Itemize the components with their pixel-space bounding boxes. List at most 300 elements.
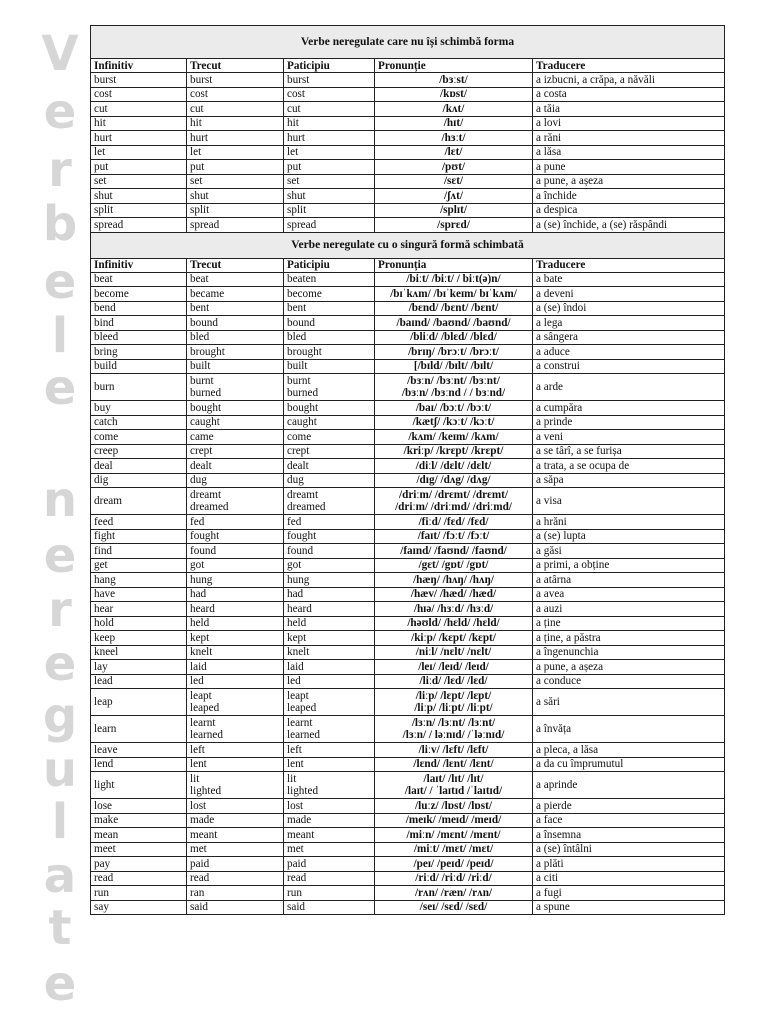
cell-translation: a auzi: [533, 602, 725, 617]
cell-participle: laid: [284, 660, 375, 675]
cell-line: /driːm/ /driːmd/ /driːmd/: [395, 501, 512, 513]
cell-translation: a săpa: [533, 473, 725, 488]
cell-participle: spread: [284, 218, 375, 233]
verb-row: [91, 401, 725, 416]
cell-pronunciation: /meɪk/ /meɪd/ /meɪd/: [375, 813, 533, 828]
verb-row: [91, 842, 725, 857]
cell-pronunciation: /faɪt/ /fɔːt/ /fɔːt/: [375, 529, 533, 544]
cell-participle: split: [284, 203, 375, 218]
cell-infinitive: learn: [91, 716, 187, 743]
header-infinitiv: Infinitiv: [91, 258, 187, 272]
verb-row: [91, 573, 725, 588]
cell-pronunciation: [375, 772, 533, 799]
cell-participle: fought: [284, 529, 375, 544]
cell-past: [187, 689, 284, 716]
cell-participle: bled: [284, 330, 375, 345]
cell-past: dug: [187, 473, 284, 488]
cell-participle: beaten: [284, 272, 375, 287]
cell-pronunciation: /sɛt/: [375, 174, 533, 189]
cell-participle: knelt: [284, 645, 375, 660]
cell-pronunciation: /həʊld/ /hɛld/ /hɛld/: [375, 616, 533, 631]
cell-infinitive: fight: [91, 529, 187, 544]
verb-row: [91, 799, 725, 814]
cell-infinitive: hold: [91, 616, 187, 631]
verb-row: [91, 359, 725, 374]
verb-row: [91, 430, 725, 445]
verb-row: [91, 131, 725, 146]
cell-translation: a aprinde: [533, 772, 725, 799]
cell-infinitive: buy: [91, 401, 187, 416]
cell-translation: a trata, a se ocupa de: [533, 459, 725, 474]
side-title-letter: r: [48, 582, 72, 638]
cell-pronunciation: /peɪ/ /peɪd/ /peɪd/: [375, 857, 533, 872]
verb-row: [91, 743, 725, 758]
cell-line: learned: [190, 729, 223, 741]
cell-translation: a sângera: [533, 330, 725, 345]
cell-past: heard: [187, 602, 284, 617]
cell-translation: a veni: [533, 430, 725, 445]
cell-line: learned: [287, 729, 320, 741]
cell-pronunciation: /fiːd/ /fɛd/ /fɛd/: [375, 515, 533, 530]
cell-pronunciation: /bɛnd/ /bɛnt/ /bɛnt/: [375, 301, 533, 316]
cell-line: dreamt: [190, 489, 222, 501]
cell-pronunciation: /riːd/ /riːd/ /riːd/: [375, 871, 533, 886]
cell-line: /laɪt/ / ˈlaɪtɪd /ˈlaɪtɪd/: [404, 785, 503, 797]
cell-translation: a face: [533, 813, 725, 828]
cell-infinitive: make: [91, 813, 187, 828]
cell-pronunciation: /liːv/ /lɛft/ /lɛft/: [375, 743, 533, 758]
cell-translation: a (se) îndoi: [533, 301, 725, 316]
cell-past: bound: [187, 316, 284, 331]
cell-past: read: [187, 871, 284, 886]
cell-translation: a găsi: [533, 544, 725, 559]
cell-past: built: [187, 359, 284, 374]
cell-line: /bɜːn/ /bɜːnt/ /bɜːnt/: [407, 375, 500, 387]
cell-past: hit: [187, 116, 284, 131]
cell-translation: a plăti: [533, 857, 725, 872]
cell-participle: [284, 374, 375, 401]
side-title-letter: e: [43, 636, 77, 692]
cell-infinitive: cut: [91, 102, 187, 117]
cell-translation: a da cu împrumutul: [533, 757, 725, 772]
cell-translation: a lega: [533, 316, 725, 331]
verbs-table: [90, 25, 725, 915]
verb-row: [91, 301, 725, 316]
cell-pronunciation: /miːn/ /mɛnt/ /mɛnt/: [375, 828, 533, 843]
cell-participle: run: [284, 886, 375, 901]
verb-row: [91, 160, 725, 175]
cell-pronunciation: /baɪnd/ /baʊnd/ /baʊnd/: [375, 316, 533, 331]
cell-infinitive: feed: [91, 515, 187, 530]
cell-line: /liːp/ /liːpt/ /liːpt/: [414, 702, 493, 714]
cell-line: lit: [287, 773, 297, 785]
cell-line: leapt: [287, 690, 309, 702]
cell-pronunciation: /biːt/ /biːt/ / biːt(ə)n/: [375, 272, 533, 287]
side-title-letter: r: [48, 142, 72, 198]
cell-past: split: [187, 203, 284, 218]
verb-row: [91, 631, 725, 646]
cell-translation: a pierde: [533, 799, 725, 814]
side-title-letter: e: [43, 84, 77, 140]
cell-infinitive: beat: [91, 272, 187, 287]
cell-pronunciation: /liːd/ /lɛd/ /lɛd/: [375, 674, 533, 689]
cell-pronunciation: /hɪt/: [375, 116, 533, 131]
header-participiu: Paticipiu: [284, 59, 375, 73]
cell-pronunciation: /leɪ/ /leɪd/ /leɪd/: [375, 660, 533, 675]
verb-row: [91, 900, 725, 915]
side-title-letter: n: [42, 472, 78, 528]
cell-line: lighted: [190, 785, 222, 797]
cell-pronunciation: /hɪə/ /hɜːd/ /hɜːd/: [375, 602, 533, 617]
cell-infinitive: split: [91, 203, 187, 218]
side-title-letter: a: [43, 848, 77, 904]
cell-translation: a construi: [533, 359, 725, 374]
cell-pronunciation: /splɪt/: [375, 203, 533, 218]
cell-infinitive: meet: [91, 842, 187, 857]
cell-translation: a tăia: [533, 102, 725, 117]
side-title-letter: e: [43, 956, 77, 1012]
cell-past: hung: [187, 573, 284, 588]
cell-infinitive: bend: [91, 301, 187, 316]
section1-title: Verbe neregulate care nu își schimbă forma: [91, 26, 725, 59]
irregular-verbs-document: [90, 25, 724, 915]
cell-pronunciation: [375, 689, 533, 716]
cell-past: led: [187, 674, 284, 689]
cell-pronunciation: [/bɪld/ /bɪlt/ /bɪlt/: [375, 359, 533, 374]
cell-infinitive: lay: [91, 660, 187, 675]
cell-participle: held: [284, 616, 375, 631]
cell-pronunciation: /pʊt/: [375, 160, 533, 175]
cell-participle: lent: [284, 757, 375, 772]
cell-infinitive: read: [91, 871, 187, 886]
cell-translation: a spune: [533, 900, 725, 915]
cell-participle: [284, 716, 375, 743]
verb-row: [91, 116, 725, 131]
cell-infinitive: burst: [91, 73, 187, 88]
cell-past: knelt: [187, 645, 284, 660]
cell-pronunciation: /seɪ/ /sɛd/ /sɛd/: [375, 900, 533, 915]
cell-infinitive: shut: [91, 189, 187, 204]
verb-row: [91, 674, 725, 689]
cell-line: dreamed: [287, 501, 326, 513]
verb-row: [91, 886, 725, 901]
cell-past: bled: [187, 330, 284, 345]
cell-infinitive: dream: [91, 488, 187, 515]
cell-pronunciation: /kɒst/: [375, 87, 533, 102]
side-title-letter: e: [43, 254, 77, 310]
cell-translation: a pune: [533, 160, 725, 175]
cell-pronunciation: /kriːp/ /krɛpt/ /krɛpt/: [375, 444, 533, 459]
cell-translation: a închide: [533, 189, 725, 204]
side-title-letter: l: [51, 794, 69, 850]
cell-participle: bent: [284, 301, 375, 316]
verb-row: [91, 345, 725, 360]
cell-line: leaped: [287, 702, 317, 714]
cell-participle: cut: [284, 102, 375, 117]
cell-past: kept: [187, 631, 284, 646]
cell-infinitive: spread: [91, 218, 187, 233]
cell-participle: said: [284, 900, 375, 915]
cell-pronunciation: /baɪ/ /bɔːt/ /bɔːt/: [375, 401, 533, 416]
cell-past: paid: [187, 857, 284, 872]
cell-participle: [284, 488, 375, 515]
cell-past: burst: [187, 73, 284, 88]
cell-participle: meant: [284, 828, 375, 843]
cell-participle: dealt: [284, 459, 375, 474]
cell-line: /laɪt/ /lɪt/ /lɪt/: [423, 773, 484, 785]
cell-past: [187, 716, 284, 743]
verb-row: [91, 374, 725, 401]
cell-past: laid: [187, 660, 284, 675]
cell-translation: a bate: [533, 272, 725, 287]
cell-translation: a sări: [533, 689, 725, 716]
cell-pronunciation: /gɛt/ /gɒt/ /gɒt/: [375, 558, 533, 573]
cell-pronunciation: /hæŋ/ /hʌŋ/ /hʌŋ/: [375, 573, 533, 588]
cell-translation: a conduce: [533, 674, 725, 689]
verb-row: [91, 316, 725, 331]
verb-row: [91, 415, 725, 430]
cell-line: /driːm/ /drɛmt/ /drɛmt/: [399, 489, 508, 501]
cell-participle: bought: [284, 401, 375, 416]
cell-pronunciation: /sprɛd/: [375, 218, 533, 233]
side-title-letter: V: [41, 26, 79, 82]
cell-participle: become: [284, 287, 375, 302]
verb-row: [91, 616, 725, 631]
cell-line: learnt: [190, 717, 216, 729]
verb-row: [91, 73, 725, 88]
cell-past: beat: [187, 272, 284, 287]
side-title-letter: e: [43, 360, 77, 416]
cell-past: [187, 488, 284, 515]
cell-past: [187, 374, 284, 401]
cell-participle: kept: [284, 631, 375, 646]
cell-infinitive: bleed: [91, 330, 187, 345]
cell-translation: a prinde: [533, 415, 725, 430]
verb-row: [91, 473, 725, 488]
verb-row: [91, 828, 725, 843]
cell-participle: [284, 689, 375, 716]
cell-past: spread: [187, 218, 284, 233]
verb-row: [91, 102, 725, 117]
cell-line: burned: [190, 387, 222, 399]
cell-line: lit: [190, 773, 200, 785]
cell-past: ran: [187, 886, 284, 901]
header-infinitiv: Infinitiv: [91, 59, 187, 73]
cell-past: met: [187, 842, 284, 857]
cell-past: set: [187, 174, 284, 189]
section-title: [91, 26, 725, 59]
cell-infinitive: have: [91, 587, 187, 602]
verb-row: [91, 757, 725, 772]
cell-pronunciation: /bɜːst/: [375, 73, 533, 88]
cell-pronunciation: /bliːd/ /blɛd/ /blɛd/: [375, 330, 533, 345]
cell-past: cost: [187, 87, 284, 102]
cell-line: /lɜːn/ / ləːnɪd/ /ˈləːnɪd/: [402, 729, 505, 741]
cell-past: held: [187, 616, 284, 631]
cell-past: crept: [187, 444, 284, 459]
cell-past: got: [187, 558, 284, 573]
verb-row: [91, 488, 725, 515]
cell-translation: a ține: [533, 616, 725, 631]
cell-participle: found: [284, 544, 375, 559]
verb-row: [91, 515, 725, 530]
cell-pronunciation: /ʃʌt/: [375, 189, 533, 204]
cell-line: lighted: [287, 785, 319, 797]
cell-infinitive: set: [91, 174, 187, 189]
cell-infinitive: find: [91, 544, 187, 559]
cell-translation: a se târî, a se furișa: [533, 444, 725, 459]
cell-participle: met: [284, 842, 375, 857]
cell-line: /liːp/ /lɛpt/ /lɛpt/: [415, 690, 492, 702]
cell-infinitive: creep: [91, 444, 187, 459]
verb-row: [91, 660, 725, 675]
cell-translation: a arde: [533, 374, 725, 401]
cell-infinitive: kneel: [91, 645, 187, 660]
cell-translation: a atârna: [533, 573, 725, 588]
cell-line: /lɜːn/ /lɜːnt/ /lɜːnt/: [411, 717, 496, 729]
cell-translation: a lăsa: [533, 145, 725, 160]
cell-infinitive: lose: [91, 799, 187, 814]
cell-past: dealt: [187, 459, 284, 474]
cell-participle: had: [284, 587, 375, 602]
cell-pronunciation: /dɪg/ /dʌg/ /dʌg/: [375, 473, 533, 488]
header-trecut: Trecut: [187, 258, 284, 272]
cell-line: burnt: [190, 375, 214, 387]
cell-infinitive: hear: [91, 602, 187, 617]
section2-title: Verbe neregulate cu o singură formă schimbată: [91, 232, 725, 258]
cell-past: caught: [187, 415, 284, 430]
cell-past: said: [187, 900, 284, 915]
header-traducere: Traducere: [533, 59, 725, 73]
cell-pronunciation: /lɛt/: [375, 145, 533, 160]
cell-participle: heard: [284, 602, 375, 617]
cell-translation: a învăța: [533, 716, 725, 743]
verb-row: [91, 287, 725, 302]
cell-past: meant: [187, 828, 284, 843]
cell-translation: a răni: [533, 131, 725, 146]
cell-past: hurt: [187, 131, 284, 146]
header-participiu: Paticipiu: [284, 258, 375, 272]
cell-past: lent: [187, 757, 284, 772]
cell-past: lost: [187, 799, 284, 814]
cell-translation: a aduce: [533, 345, 725, 360]
cell-translation: a izbucni, a crăpa, a năvăli: [533, 73, 725, 88]
cell-participle: brought: [284, 345, 375, 360]
verb-row: [91, 330, 725, 345]
cell-participle: got: [284, 558, 375, 573]
verb-row: [91, 716, 725, 743]
cell-infinitive: pay: [91, 857, 187, 872]
cell-infinitive: leap: [91, 689, 187, 716]
cell-translation: a însemna: [533, 828, 725, 843]
cell-infinitive: bring: [91, 345, 187, 360]
cell-infinitive: dig: [91, 473, 187, 488]
cell-participle: fed: [284, 515, 375, 530]
cell-participle: cost: [284, 87, 375, 102]
cell-past: bought: [187, 401, 284, 416]
side-title-letter: u: [42, 742, 78, 798]
cell-past: found: [187, 544, 284, 559]
cell-past: brought: [187, 345, 284, 360]
cell-participle: hurt: [284, 131, 375, 146]
cell-line: leapt: [190, 690, 212, 702]
cell-participle: shut: [284, 189, 375, 204]
header-pronuntie: Pronunția: [375, 258, 533, 272]
vertical-title: [0, 0, 90, 1024]
cell-translation: a hrăni: [533, 515, 725, 530]
cell-infinitive: say: [91, 900, 187, 915]
header-traducere: Traducere: [533, 258, 725, 272]
verb-row: [91, 272, 725, 287]
cell-pronunciation: /bɪˈkʌm/ /bɪˈkeɪm/ bɪˈkʌm/: [375, 287, 533, 302]
cell-participle: made: [284, 813, 375, 828]
cell-infinitive: bind: [91, 316, 187, 331]
cell-infinitive: light: [91, 772, 187, 799]
verb-row: [91, 218, 725, 233]
cell-infinitive: leave: [91, 743, 187, 758]
cell-line: burnt: [287, 375, 311, 387]
cell-translation: a despica: [533, 203, 725, 218]
cell-past: put: [187, 160, 284, 175]
verb-row: [91, 689, 725, 716]
cell-participle: come: [284, 430, 375, 445]
column-headers: [91, 258, 725, 272]
cell-infinitive: get: [91, 558, 187, 573]
cell-infinitive: run: [91, 886, 187, 901]
cell-pronunciation: /kiːp/ /kɛpt/ /kɛpt/: [375, 631, 533, 646]
verb-row: [91, 544, 725, 559]
cell-infinitive: hang: [91, 573, 187, 588]
cell-infinitive: come: [91, 430, 187, 445]
cell-past: let: [187, 145, 284, 160]
cell-past: came: [187, 430, 284, 445]
cell-pronunciation: /lɛnd/ /lɛnt/ /lɛnt/: [375, 757, 533, 772]
cell-line: /bɜːn/ /bɜːnd / / bɜːnd/: [401, 387, 506, 399]
cell-translation: a (se) lupta: [533, 529, 725, 544]
cell-translation: a fugi: [533, 886, 725, 901]
cell-translation: a costa: [533, 87, 725, 102]
cell-translation: a ține, a păstra: [533, 631, 725, 646]
cell-pronunciation: /kætʃ/ /kɔːt/ /kɔːt/: [375, 415, 533, 430]
cell-past: shut: [187, 189, 284, 204]
cell-infinitive: mean: [91, 828, 187, 843]
cell-participle: dug: [284, 473, 375, 488]
cell-participle: set: [284, 174, 375, 189]
cell-pronunciation: /kʌt/: [375, 102, 533, 117]
cell-participle: left: [284, 743, 375, 758]
cell-past: had: [187, 587, 284, 602]
cell-participle: burst: [284, 73, 375, 88]
cell-participle: paid: [284, 857, 375, 872]
cell-participle: bound: [284, 316, 375, 331]
side-title-letter: t: [48, 900, 72, 956]
cell-past: fed: [187, 515, 284, 530]
verb-row: [91, 645, 725, 660]
verb-row: [91, 772, 725, 799]
cell-past: became: [187, 287, 284, 302]
cell-participle: caught: [284, 415, 375, 430]
cell-infinitive: put: [91, 160, 187, 175]
verb-row: [91, 602, 725, 617]
cell-translation: a pune, a așeza: [533, 660, 725, 675]
cell-pronunciation: [375, 488, 533, 515]
cell-participle: crept: [284, 444, 375, 459]
verb-row: [91, 203, 725, 218]
verb-row: [91, 444, 725, 459]
verb-row: [91, 459, 725, 474]
cell-past: made: [187, 813, 284, 828]
cell-translation: a îngenunchia: [533, 645, 725, 660]
